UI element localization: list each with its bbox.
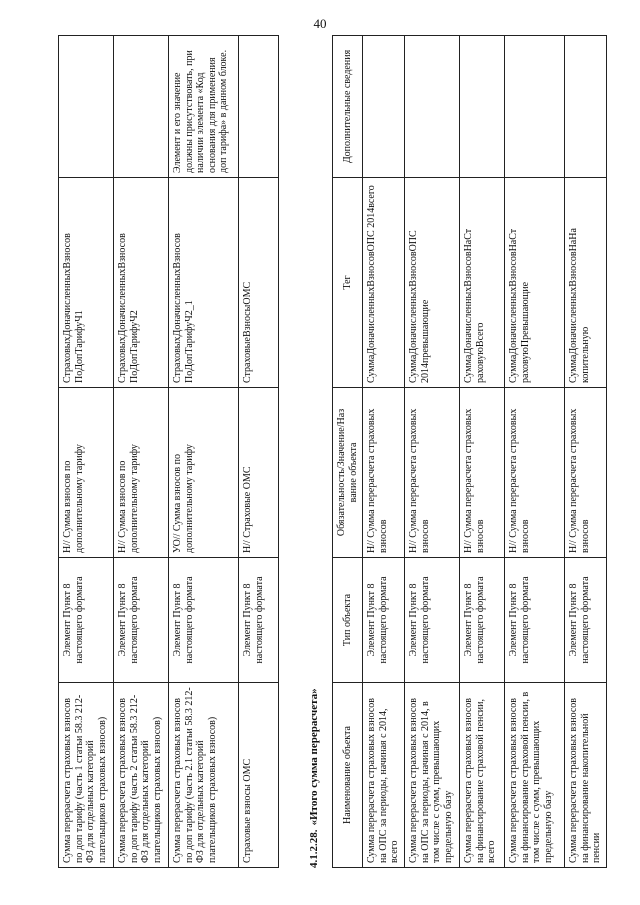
column-header: Наименование объекта: [333, 683, 363, 868]
info-cell: [565, 36, 607, 178]
object-name-cell: Сумма перерасчета страховых взносов на финансирование накопительной пенсии: [565, 683, 607, 868]
object-type-cell: Элемент Пункт 8 настоящего формата: [59, 558, 114, 683]
object-name-cell: Сумма перерасчета страховых взносов по доп тарифу (часть 2 статьи 58.3 212-ФЗ для отдельных категорий плательщиков страховых взносов): [114, 683, 169, 868]
mandatory-cell: Н// Сумма перерасчета страховых взносов: [405, 388, 460, 558]
object-name-cell: Сумма перерасчета страховых взносов на ОПС за периоды, начиная с 2014, всего: [363, 683, 405, 868]
table-row: [59, 36, 114, 868]
mandatory-cell: Н// Сумма перерасчета страховых взносов: [505, 388, 565, 558]
mandatory-cell: Н// Страховые ОМС: [239, 388, 279, 558]
table-row: [239, 36, 279, 868]
object-name-cell: Страховые взносы ОМС: [239, 683, 279, 868]
mandatory-cell: Н// Сумма перерасчета страховых взносов: [363, 388, 405, 558]
object-type-cell: Элемент Пункт 8 настоящего формата: [169, 558, 239, 683]
column-header-line: Обязательность/Значение/Наз: [336, 408, 347, 537]
table-row: [505, 36, 565, 868]
object-type-cell: Элемент Пункт 8 настоящего формата: [239, 558, 279, 683]
object-name-cell: Сумма перерасчета страховых взносов на финансирование страховой пенсии, всего: [460, 683, 505, 868]
mandatory-cell: УО// Сумма взносов по дополнительному тарифу: [169, 388, 239, 558]
object-type-cell: Элемент Пункт 8 настоящего формата: [565, 558, 607, 683]
object-name-cell: Сумма перерасчета страховых взносов по доп тарифу (часть 2.1 статьи 58.3 212-ФЗ для отдельных категорий плательщиков страховых взносов): [169, 683, 239, 868]
column-header: [333, 388, 363, 558]
table-row: [405, 36, 460, 868]
tag-cell: СтраховыеВзносыОМС: [239, 178, 279, 388]
table-header-row: [333, 36, 363, 868]
info-cell: [460, 36, 505, 178]
totals-table: [332, 35, 607, 868]
rotated-page-content: [58, 36, 618, 868]
table-row: [114, 36, 169, 868]
table-row: [363, 36, 405, 868]
tag-cell: СтраховыхДоначисленныхВзносов ПоДопТарифуЧ2: [114, 178, 169, 388]
mandatory-cell: Н// Сумма взносов по дополнительному тарифу: [114, 388, 169, 558]
page-number: 40: [313, 16, 327, 31]
column-header: Дополнительные сведения: [333, 36, 363, 178]
tag-cell: СуммаДоначисленныхВзносовОПС 2014всего: [363, 178, 405, 388]
table-row: [169, 36, 239, 868]
info-cell: [239, 36, 279, 178]
tag-cell: СтраховыхДоначисленныхВзносов ПоДопТарифуЧ1: [59, 178, 114, 388]
info-cell: [405, 36, 460, 178]
section-number: 4.1.2.28.: [308, 829, 320, 868]
info-cell: [505, 36, 565, 178]
table-row: [460, 36, 505, 868]
mandatory-cell: Н// Сумма взносов по дополнительному тарифу: [59, 388, 114, 558]
object-type-cell: Элемент Пункт 8 настоящего формата: [405, 558, 460, 683]
object-type-cell: Элемент Пункт 8 настоящего формата: [114, 558, 169, 683]
column-header: Тег: [333, 178, 363, 388]
tag-cell: СуммаДоначисленныхВзносовНаСт раховуюПревышающие: [505, 178, 565, 388]
column-header-line: вание объекта: [347, 442, 359, 503]
tag-cell: СуммаДоначисленныхВзносовОПС 2014превышающие: [405, 178, 460, 388]
info-cell: [363, 36, 405, 178]
table-row: [565, 36, 607, 868]
tag-cell: СтраховыхДоначисленныхВзносов ПоДопТарифуЧ2_1: [169, 178, 239, 388]
mandatory-cell: Н// Сумма перерасчета страховых взносов: [565, 388, 607, 558]
object-type-cell: Элемент Пункт 8 настоящего формата: [505, 558, 565, 683]
table-continuation: [58, 35, 279, 868]
object-type-cell: Элемент Пункт 8 настоящего формата: [460, 558, 505, 683]
mandatory-cell: Н// Сумма перерасчета страховых взносов: [460, 388, 505, 558]
object-name-cell: Сумма перерасчета страховых взносов на финансирование страховой пенсии, в том числе с сумм, превышающих предельную базу: [505, 683, 565, 868]
info-cell: [59, 36, 114, 178]
object-name-cell: Сумма перерасчета страховых взносов на ОПС за периоды, начиная с 2014, в том числе с сумм, превышающих предельную базу: [405, 683, 460, 868]
section-heading: [308, 688, 320, 868]
object-name-cell: Сумма перерасчета страховых взносов по доп тарифу (часть 1 статьи 58.3 212-ФЗ для отдельных категорий плательщиков страховых взносов): [59, 683, 114, 868]
info-cell: Элемент и его значение должны присутствовать, при наличии элемента «Код основания для применения доп тарифа» в данном блоке.: [169, 36, 239, 178]
tag-cell: СуммаДоначисленныхВзносовНаНа копительную: [565, 178, 607, 388]
section-title: «Итого сумма перерасчета»: [308, 688, 320, 826]
tag-cell: СуммаДоначисленныхВзносовНаСт раховуюВсего: [460, 178, 505, 388]
column-header: Тип объекта: [333, 558, 363, 683]
object-type-cell: Элемент Пункт 8 настоящего формата: [363, 558, 405, 683]
info-cell: [114, 36, 169, 178]
